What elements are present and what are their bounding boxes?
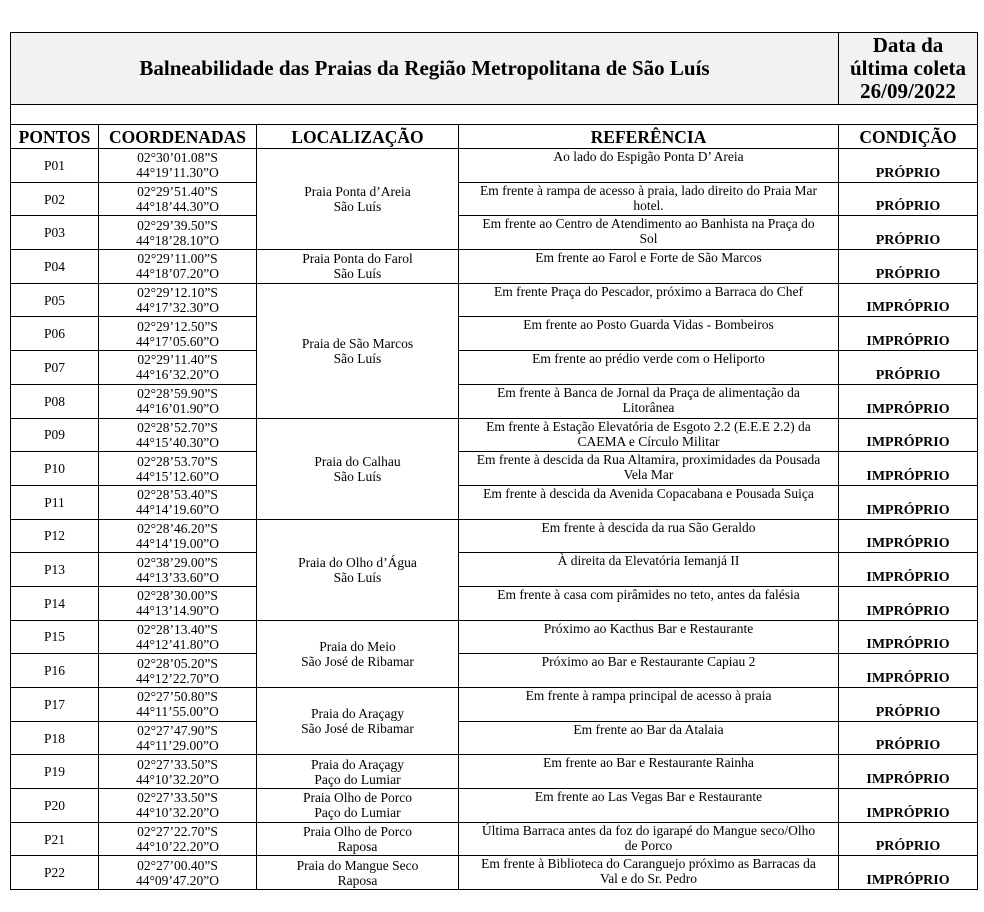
location-cell — [257, 519, 459, 620]
reference-cell — [459, 519, 839, 553]
condition-badge: IMPRÓPRIO — [839, 654, 978, 688]
table-row — [11, 351, 978, 385]
location-city: Raposa — [337, 872, 378, 888]
location-cell — [257, 620, 459, 687]
coordinates-cell — [99, 822, 257, 856]
table-row — [11, 586, 978, 620]
reference-line: Em frente à casa com pirâmides no teto, antes da falésia — [497, 586, 800, 602]
reference-cell — [459, 620, 839, 654]
latitude: 02°28’59.90”S — [137, 386, 218, 402]
point-id: P05 — [11, 283, 99, 317]
longitude: 44°19’11.30”O — [136, 165, 219, 181]
reference-cell — [459, 856, 839, 890]
column-header-reference: REFERÊNCIA — [459, 125, 839, 149]
reference-cell — [459, 250, 839, 284]
coordinates-cell — [99, 789, 257, 823]
reference-line: Em frente ao Posto Guarda Vidas - Bombeiros — [523, 317, 774, 333]
reference-cell — [459, 654, 839, 688]
coordinates-cell — [99, 485, 257, 519]
coordinates-cell — [99, 755, 257, 789]
condition-badge: IMPRÓPRIO — [839, 317, 978, 351]
location-city: Paço do Lumiar — [314, 805, 401, 821]
point-id: P09 — [11, 418, 99, 452]
reference-line: Em frente à Banca de Jornal da Praça de alimentação da — [497, 384, 800, 400]
longitude: 44°13’33.60”O — [135, 569, 219, 585]
table-row — [11, 182, 978, 216]
longitude: 44°10’32.20”O — [135, 771, 219, 787]
last-collection-date: 26/09/2022 — [860, 79, 956, 103]
condition-badge: PRÓPRIO — [839, 688, 978, 722]
reference-line: À direita da Elevatória Iemanjá II — [557, 553, 740, 569]
longitude: 44°16’01.90”O — [135, 401, 219, 417]
longitude: 44°10’22.20”O — [135, 839, 219, 855]
reference-line: Em frente ao Las Vegas Bar e Restaurante — [534, 789, 763, 805]
longitude: 44°11’55.00”O — [136, 704, 219, 720]
location-beach: Praia do Olho d’Água — [298, 554, 417, 570]
location-cell — [257, 688, 459, 755]
condition-badge: PRÓPRIO — [839, 351, 978, 385]
reference-cell — [459, 721, 839, 755]
location-cell — [257, 822, 459, 856]
condition-badge: IMPRÓPRIO — [839, 519, 978, 553]
table-row — [11, 317, 978, 351]
last-collection-cell — [839, 33, 978, 105]
location-city: São José de Ribamar — [301, 721, 414, 737]
location-city: São Luís — [333, 199, 382, 215]
point-id: P22 — [11, 856, 99, 890]
location-city: São Luís — [333, 350, 382, 366]
reference-line: Em frente à rampa principal de acesso à praia — [525, 688, 772, 703]
balneability-table — [10, 32, 978, 890]
reference-line: Ao lado do Espigão Ponta D’ Areia — [553, 149, 744, 164]
location-beach: Praia de São Marcos — [301, 335, 414, 351]
reference-line: Próximo ao Bar e Restaurante Capiau 2 — [541, 654, 756, 670]
location-beach: Praia do Meio — [319, 638, 396, 654]
location-city: São Luís — [333, 569, 382, 585]
reference-line: hotel. — [633, 197, 664, 213]
table-row — [11, 519, 978, 553]
coordinates-cell — [99, 149, 257, 183]
location-city: São Luís — [333, 266, 382, 282]
reference-line: Próximo ao Kacthus Bar e Restaurante — [543, 620, 754, 636]
reference-line: Vela Mar — [623, 467, 674, 483]
latitude: 02°38’29.00”S — [137, 554, 218, 570]
title-row — [11, 33, 978, 105]
condition-badge: IMPRÓPRIO — [839, 384, 978, 418]
condition-badge: IMPRÓPRIO — [839, 856, 978, 890]
reference-cell — [459, 418, 839, 452]
column-header-location: LOCALIZAÇÃO — [257, 125, 459, 149]
coordinates-cell — [99, 654, 257, 688]
latitude: 02°28’46.20”S — [137, 520, 218, 536]
condition-badge: PRÓPRIO — [839, 721, 978, 755]
coordinates-cell — [99, 721, 257, 755]
table-row — [11, 620, 978, 654]
last-collection-label: última coleta — [849, 56, 967, 80]
condition-badge: IMPRÓPRIO — [839, 418, 978, 452]
reference-line: Em frente à descida da rua São Geraldo — [541, 519, 756, 535]
reference-line: Em frente Praça do Pescador, próximo a Barraca do Chef — [493, 283, 804, 299]
table-row — [11, 688, 978, 722]
column-header-coordinates: COORDENADAS — [99, 125, 257, 149]
condition-badge: IMPRÓPRIO — [839, 452, 978, 486]
location-city: São Luís — [333, 468, 382, 484]
location-beach: Praia Olho de Porco — [302, 824, 413, 840]
coordinates-cell — [99, 384, 257, 418]
latitude: 02°27’50.80”S — [137, 689, 218, 705]
table-row — [11, 418, 978, 452]
coordinates-cell — [99, 317, 257, 351]
reference-line: Sol — [639, 231, 658, 247]
point-id: P10 — [11, 452, 99, 486]
coordinates-cell — [99, 856, 257, 890]
table-row — [11, 216, 978, 250]
point-id: P21 — [11, 822, 99, 856]
longitude: 44°14’19.00”O — [135, 535, 219, 551]
table-body — [11, 33, 978, 890]
reference-line: Em frente à rampa de acesso à praia, lado direito do Praia Mar — [480, 182, 817, 198]
point-id: P04 — [11, 250, 99, 284]
latitude: 02°27’22.70”S — [137, 824, 218, 840]
condition-badge: PRÓPRIO — [839, 216, 978, 250]
reference-cell — [459, 688, 839, 722]
longitude: 44°12’41.80”O — [135, 636, 219, 652]
reference-cell — [459, 822, 839, 856]
coordinates-cell — [99, 283, 257, 317]
longitude: 44°12’22.70”O — [135, 670, 219, 686]
longitude: 44°15’40.30”O — [135, 434, 219, 450]
reference-line: Em frente à Biblioteca do Caranguejo próximo as Barracas da — [481, 856, 816, 872]
reference-cell — [459, 351, 839, 385]
location-cell — [257, 789, 459, 823]
table-row — [11, 755, 978, 789]
point-id: P12 — [11, 519, 99, 553]
condition-badge: PRÓPRIO — [839, 182, 978, 216]
latitude: 02°30’01.08”S — [137, 150, 218, 166]
table-row — [11, 384, 978, 418]
reference-cell — [459, 755, 839, 789]
latitude: 02°28’05.20”S — [137, 655, 218, 671]
table-row — [11, 452, 978, 486]
reference-line: CAEMA e Círculo Militar — [577, 433, 720, 449]
reference-line: Em frente ao Bar e Restaurante Rainha — [543, 755, 754, 771]
location-beach: Praia do Mangue Seco — [296, 857, 419, 873]
table-row — [11, 654, 978, 688]
latitude: 02°28’52.70”S — [137, 419, 218, 435]
column-header-points: PONTOS — [11, 125, 99, 149]
longitude: 44°13’14.90”O — [135, 603, 219, 619]
point-id: P18 — [11, 721, 99, 755]
reference-line: Em frente ao Centro de Atendimento ao Banhista na Praça do — [482, 216, 815, 232]
latitude: 02°28’53.40”S — [137, 487, 218, 503]
point-id: P11 — [11, 485, 99, 519]
reference-line: Em frente ao Bar da Atalaia — [573, 721, 724, 737]
latitude: 02°28’13.40”S — [137, 621, 218, 637]
table-row — [11, 485, 978, 519]
reference-line: Em frente à Estação Elevatória de Esgoto 2.2 (E.E.E 2.2) da — [486, 418, 811, 434]
longitude: 44°16’32.20”O — [135, 367, 219, 383]
coordinates-cell — [99, 620, 257, 654]
table-row — [11, 789, 978, 823]
coordinates-cell — [99, 553, 257, 587]
location-beach: Praia Ponta d’Areia — [304, 184, 411, 200]
last-collection-label: Data da — [872, 33, 944, 57]
reference-line: de Porco — [624, 837, 673, 853]
location-beach: Praia Ponta do Farol — [302, 251, 413, 267]
latitude: 02°29’51.40”S — [137, 184, 218, 200]
latitude: 02°27’47.90”S — [137, 723, 218, 739]
longitude: 44°17’05.60”O — [135, 333, 219, 349]
latitude: 02°29’12.10”S — [137, 285, 218, 301]
location-beach: Praia do Calhau — [314, 453, 401, 469]
latitude: 02°29’11.40”S — [137, 352, 218, 368]
longitude: 44°11’29.00”O — [136, 738, 219, 754]
reference-cell — [459, 485, 839, 519]
point-id: P08 — [11, 384, 99, 418]
condition-badge: IMPRÓPRIO — [839, 789, 978, 823]
reference-cell — [459, 317, 839, 351]
condition-badge: PRÓPRIO — [839, 149, 978, 183]
coordinates-cell — [99, 452, 257, 486]
location-cell — [257, 250, 459, 284]
condition-badge: PRÓPRIO — [839, 822, 978, 856]
latitude: 02°29’11.00”S — [137, 251, 218, 267]
location-beach: Praia Olho de Porco — [302, 790, 413, 806]
reference-cell — [459, 586, 839, 620]
point-id: P06 — [11, 317, 99, 351]
reference-line: Val e do Sr. Pedro — [599, 871, 698, 887]
point-id: P15 — [11, 620, 99, 654]
coordinates-cell — [99, 519, 257, 553]
spacer-cell — [11, 105, 978, 125]
coordinates-cell — [99, 216, 257, 250]
column-header-condition: CONDIÇÃO — [839, 125, 978, 149]
location-cell — [257, 283, 459, 418]
latitude: 02°29’12.50”S — [137, 318, 218, 334]
point-id: P20 — [11, 789, 99, 823]
latitude: 02°29’39.50”S — [137, 217, 218, 233]
condition-badge: IMPRÓPRIO — [839, 553, 978, 587]
table-row — [11, 250, 978, 284]
coordinates-cell — [99, 250, 257, 284]
point-id: P07 — [11, 351, 99, 385]
point-id: P01 — [11, 149, 99, 183]
location-cell — [257, 418, 459, 519]
location-city: Raposa — [337, 839, 378, 855]
longitude: 44°14’19.60”O — [135, 502, 219, 518]
longitude: 44°18’28.10”O — [135, 232, 219, 248]
point-id: P02 — [11, 182, 99, 216]
latitude: 02°28’30.00”S — [137, 588, 218, 604]
column-header-row — [11, 125, 978, 149]
longitude: 44°15’12.60”O — [135, 468, 219, 484]
latitude: 02°27’00.40”S — [137, 857, 218, 873]
coordinates-cell — [99, 586, 257, 620]
reference-line: Em frente ao Farol e Forte de São Marcos — [535, 250, 762, 266]
location-city: Paço do Lumiar — [314, 771, 401, 787]
reference-cell — [459, 182, 839, 216]
point-id: P03 — [11, 216, 99, 250]
table-row — [11, 553, 978, 587]
table-row — [11, 856, 978, 890]
latitude: 02°27’33.50”S — [137, 756, 218, 772]
reference-line: Em frente ao prédio verde com o Heliporto — [532, 351, 765, 367]
location-cell — [257, 149, 459, 250]
longitude: 44°18’07.20”O — [135, 266, 219, 282]
coordinates-cell — [99, 182, 257, 216]
table-row — [11, 822, 978, 856]
reference-line: Em frente à descida da Rua Altamira, proximidades da Pousada — [476, 452, 821, 468]
coordinates-cell — [99, 688, 257, 722]
condition-badge: IMPRÓPRIO — [839, 586, 978, 620]
location-beach: Praia do Araçagy — [311, 756, 404, 772]
reference-cell — [459, 553, 839, 587]
condition-badge: PRÓPRIO — [839, 250, 978, 284]
condition-badge: IMPRÓPRIO — [839, 283, 978, 317]
location-cell — [257, 755, 459, 789]
latitude: 02°27’33.50”S — [137, 790, 218, 806]
point-id: P16 — [11, 654, 99, 688]
point-id: P14 — [11, 586, 99, 620]
point-id: P19 — [11, 755, 99, 789]
location-city: São José de Ribamar — [301, 653, 414, 669]
longitude: 44°18’44.30”O — [135, 199, 219, 215]
latitude: 02°28’53.70”S — [137, 453, 218, 469]
table-row — [11, 721, 978, 755]
location-beach: Praia do Araçagy — [311, 706, 404, 722]
point-id: P17 — [11, 688, 99, 722]
reference-line: Última Barraca antes da foz do igarapé do Mangue seco/Olho — [481, 822, 816, 838]
condition-badge: IMPRÓPRIO — [839, 755, 978, 789]
table-row — [11, 149, 978, 183]
reference-cell — [459, 149, 839, 183]
coordinates-cell — [99, 351, 257, 385]
spacer-row — [11, 105, 978, 125]
reference-cell — [459, 789, 839, 823]
location-cell — [257, 856, 459, 890]
point-id: P13 — [11, 553, 99, 587]
reference-cell — [459, 384, 839, 418]
reference-line: Litorânea — [622, 399, 675, 415]
longitude: 44°09’47.20”O — [135, 872, 219, 888]
longitude: 44°17’32.30”O — [135, 300, 219, 316]
reference-cell — [459, 452, 839, 486]
reference-cell — [459, 283, 839, 317]
reference-cell — [459, 216, 839, 250]
condition-badge: IMPRÓPRIO — [839, 485, 978, 519]
table-title: Balneabilidade das Praias da Região Metropolitana de São Luís — [11, 33, 839, 105]
condition-badge: IMPRÓPRIO — [839, 620, 978, 654]
longitude: 44°10’32.20”O — [135, 805, 219, 821]
coordinates-cell — [99, 418, 257, 452]
reference-line: Em frente à descida da Avenida Copacabana e Pousada Suiça — [483, 485, 814, 501]
table-row — [11, 283, 978, 317]
